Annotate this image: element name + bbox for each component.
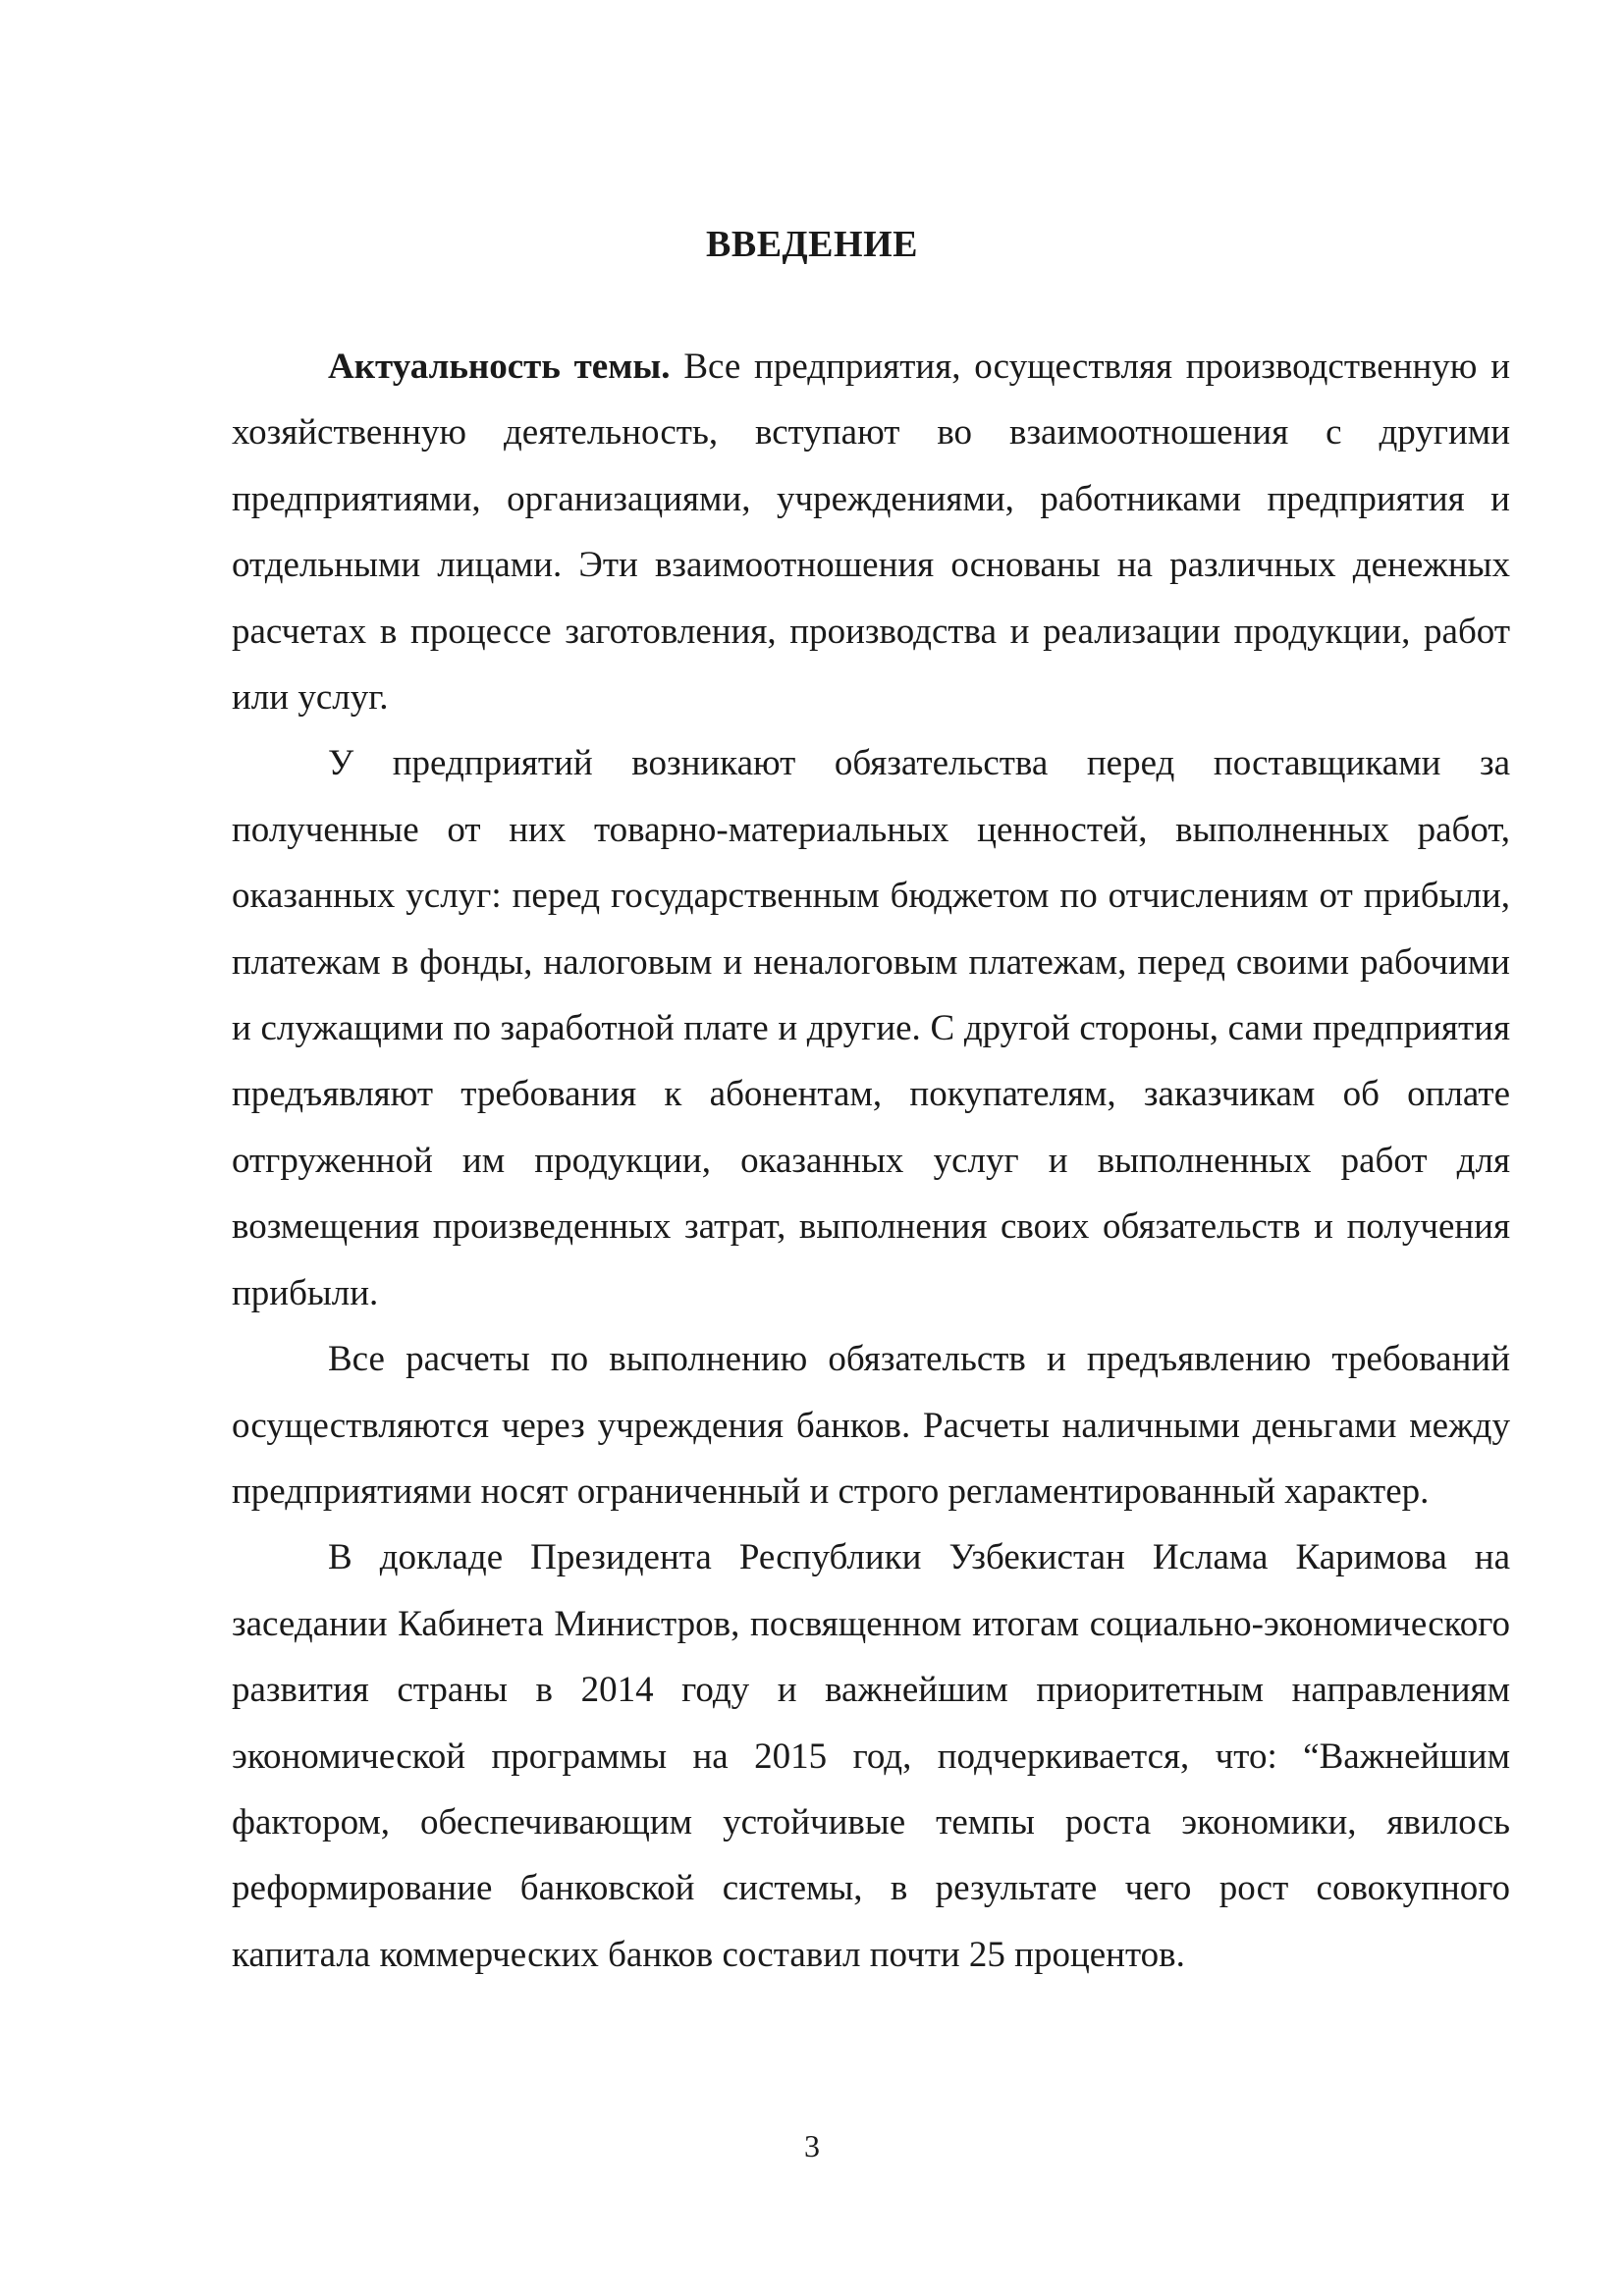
section-title: ВВЕДЕНИЕ: [706, 224, 918, 265]
paragraph-president-report: [232, 1524, 1510, 1988]
paragraph-obligations: [232, 730, 1510, 1326]
paragraph-relevance: [232, 334, 1510, 730]
paragraph-text: У предприятий возникают обязательства перед поставщиками за полученные от них товарно-материальных ценностей, выполненных работ, оказанных услуг: перед государственным бюджетом по отчислениям от прибыли, платежам в фонды, налоговым и неналоговым платежам, перед своими рабочими и служащими по заработной плате и другие. С другой стороны, сами предприятия предъявляют требования к абонентам, покупателям, заказчикам об оплате отгруженной им продукции, оказанных услуг и выполненных работ для возмещения произведенных затрат, выполнения своих обязательств и получения прибыли.: [232, 743, 1510, 1313]
paragraph-bank-settlements: [232, 1326, 1510, 1524]
paragraph-text: Все расчеты по выполнению обязательств и предъявлению требований осуществляются через учреждения банков. Расчеты наличными деньгами между предприятиями носят ограниченный и строго регламентированный характер.: [232, 1339, 1510, 1512]
paragraph-text: Все предприятия, осуществляя производственную и хозяйственную деятельность, вступают во взаимоотношения с другими предприятиями, организациями, учреждениями, работниками предприятия и отдельными лицами. Эти взаимоотношения основаны на различных денежных расчетах в процессе заготовления, производства и реализации продукции, работ или услуг.: [232, 347, 1510, 719]
body-text: [232, 334, 1510, 1988]
page-number: 3: [804, 2128, 820, 2163]
paragraph-text: В докладе Президента Республики Узбекистан Ислама Каримова на заседании Кабинета Министров, посвященном итогам социально-экономического развития страны в 2014 году и важнейшим приоритетным направлениям экономической программы на 2015 год, подчеркивается, что: “Важнейшим фактором, обеспечивающим устойчивые темпы роста экономики, явилось реформирование банковской системы, в результате чего рост совокупного капитала коммерческих банков составил почти 25 процентов.: [232, 1537, 1510, 1975]
paragraph-lead-heading: Актуальность темы.: [328, 347, 671, 387]
